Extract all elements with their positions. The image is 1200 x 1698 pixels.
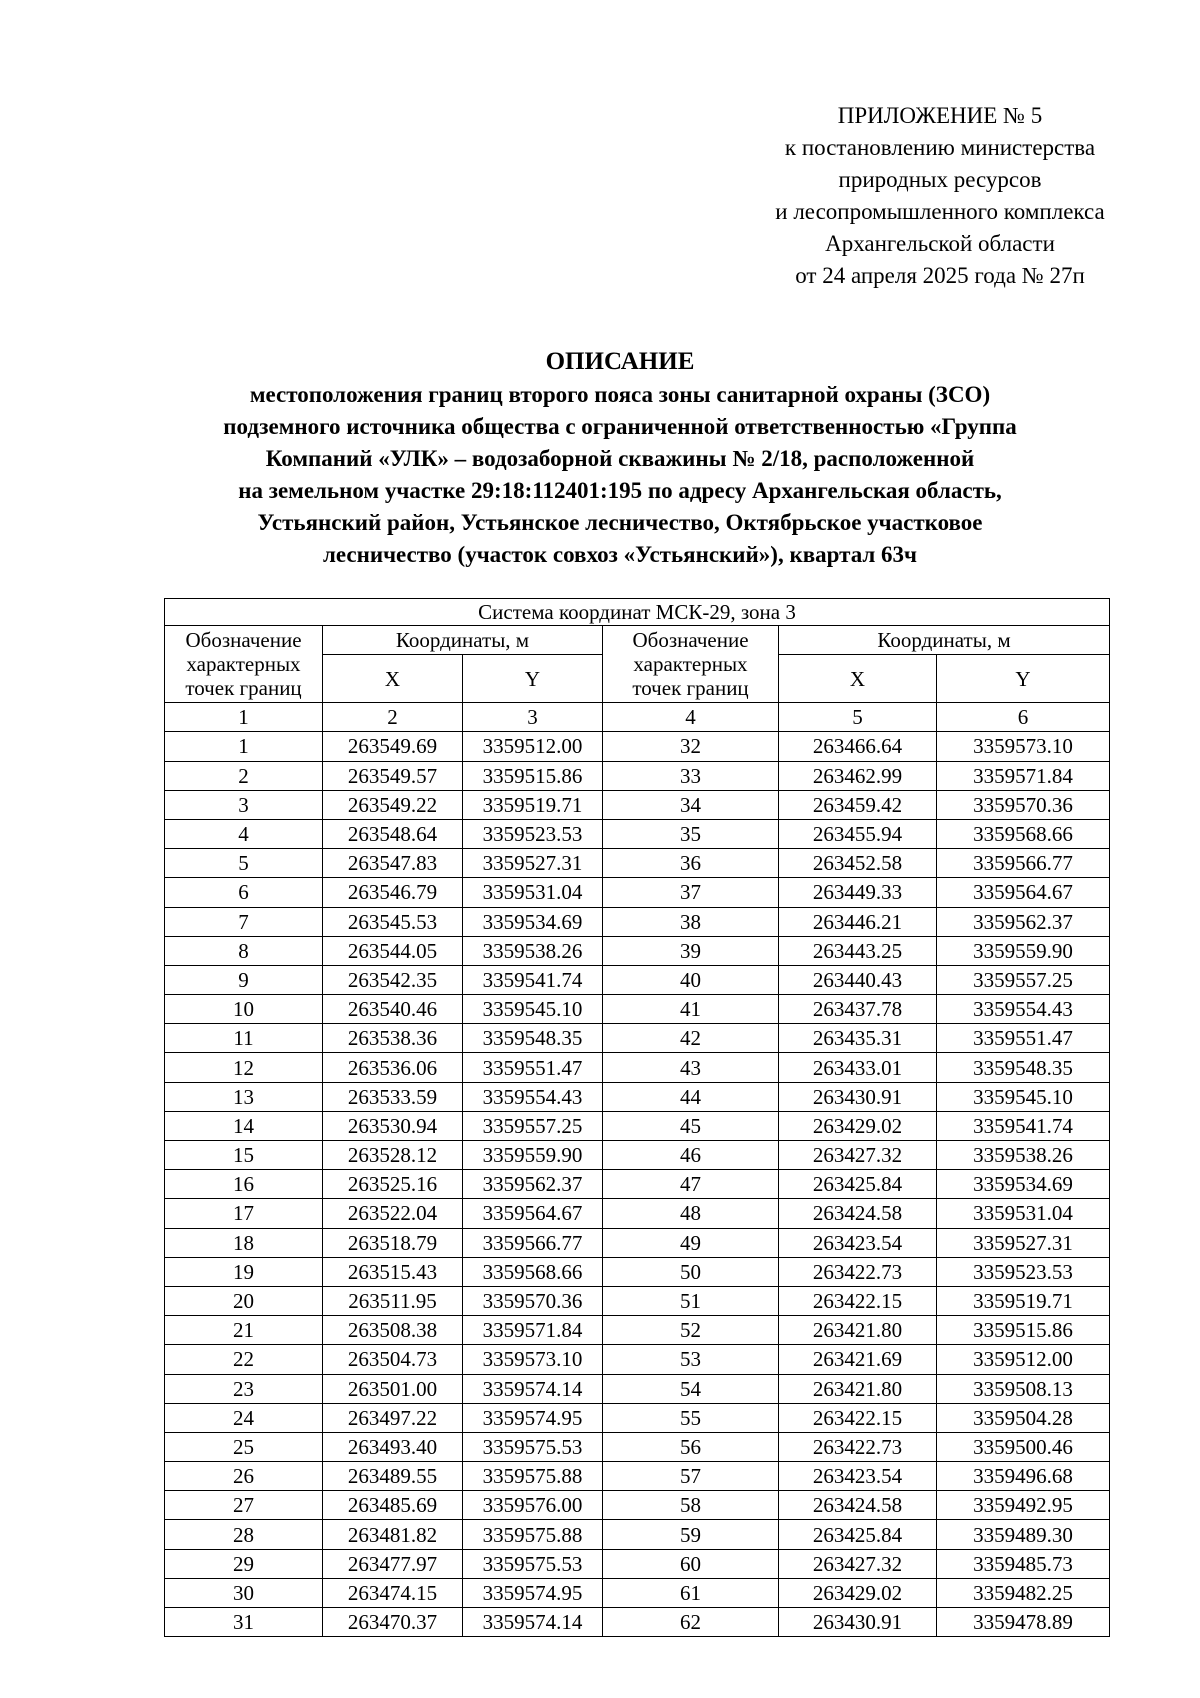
point-id-right: 45 — [603, 1111, 779, 1140]
x-value-left: 263485.69 — [323, 1491, 463, 1520]
y-value-left: 3359545.10 — [463, 995, 603, 1024]
table-row — [165, 1549, 1110, 1578]
point-id-left: 28 — [165, 1520, 323, 1549]
point-id-left: 19 — [165, 1257, 323, 1286]
y-value-left: 3359575.53 — [463, 1549, 603, 1578]
x-value-left: 263538.36 — [323, 1024, 463, 1053]
point-id-right: 46 — [603, 1141, 779, 1170]
y-value-left: 3359512.00 — [463, 732, 603, 761]
x-value-right: 263430.91 — [779, 1608, 937, 1637]
y-value-right: 3359496.68 — [937, 1462, 1110, 1491]
x-value-right: 263449.33 — [779, 878, 937, 907]
x-value-right: 263459.42 — [779, 790, 937, 819]
point-id-right: 59 — [603, 1520, 779, 1549]
table-row — [165, 1345, 1110, 1374]
y-value-left: 3359554.43 — [463, 1082, 603, 1111]
y-value-right: 3359564.67 — [937, 878, 1110, 907]
point-id-left: 23 — [165, 1374, 323, 1403]
table-row — [165, 1199, 1110, 1228]
y-value-left: 3359557.25 — [463, 1111, 603, 1140]
coordinates-header-right: Координаты, м — [779, 626, 1110, 655]
point-id-right: 55 — [603, 1403, 779, 1432]
point-id-left: 29 — [165, 1549, 323, 1578]
x-value-left: 263522.04 — [323, 1199, 463, 1228]
y-value-left: 3359534.69 — [463, 907, 603, 936]
x-value-left: 263518.79 — [323, 1228, 463, 1257]
x-header-right: X — [779, 655, 937, 703]
point-id-right: 34 — [603, 790, 779, 819]
table-row — [165, 1403, 1110, 1432]
y-value-left: 3359566.77 — [463, 1228, 603, 1257]
title-line: лесничество (участок совхоз «Устьянский»), квартал 63ч — [322, 542, 918, 567]
x-value-right: 263462.99 — [779, 761, 937, 790]
y-value-left: 3359576.00 — [463, 1491, 603, 1520]
point-id-right: 43 — [603, 1053, 779, 1082]
y-value-left: 3359575.53 — [463, 1432, 603, 1461]
x-value-left: 263540.46 — [323, 995, 463, 1024]
point-id-left: 12 — [165, 1053, 323, 1082]
table-row — [165, 1111, 1110, 1140]
table-row — [165, 1053, 1110, 1082]
y-value-left: 3359562.37 — [463, 1170, 603, 1199]
x-value-right: 263422.73 — [779, 1257, 937, 1286]
point-id-left: 9 — [165, 965, 323, 994]
x-value-right: 263423.54 — [779, 1462, 937, 1491]
y-value-left: 3359531.04 — [463, 878, 603, 907]
title-line: подземного источника общества с ограниченной ответственностью «Группа — [223, 414, 1017, 439]
y-value-right: 3359545.10 — [937, 1082, 1110, 1111]
y-value-left: 3359570.36 — [463, 1286, 603, 1315]
y-value-left: 3359548.35 — [463, 1024, 603, 1053]
y-value-right: 3359534.69 — [937, 1170, 1110, 1199]
column-number: 3 — [463, 703, 603, 732]
point-id-left: 17 — [165, 1199, 323, 1228]
y-value-right: 3359527.31 — [937, 1228, 1110, 1257]
table-row — [165, 849, 1110, 878]
point-id-left: 13 — [165, 1082, 323, 1111]
point-id-right: 41 — [603, 995, 779, 1024]
designation-header-left: Обозначение характерных точек границ — [165, 626, 323, 703]
point-id-left: 8 — [165, 936, 323, 965]
x-value-left: 263470.37 — [323, 1608, 463, 1637]
x-value-right: 263421.80 — [779, 1374, 937, 1403]
y-value-right: 3359559.90 — [937, 936, 1110, 965]
y-value-left: 3359551.47 — [463, 1053, 603, 1082]
table-row — [165, 1286, 1110, 1315]
point-id-right: 39 — [603, 936, 779, 965]
y-value-right: 3359512.00 — [937, 1345, 1110, 1374]
point-id-left: 5 — [165, 849, 323, 878]
y-value-left: 3359523.53 — [463, 819, 603, 848]
point-id-right: 56 — [603, 1432, 779, 1461]
y-header-left: Y — [463, 655, 603, 703]
y-value-right: 3359557.25 — [937, 965, 1110, 994]
point-id-left: 18 — [165, 1228, 323, 1257]
table-row — [165, 819, 1110, 848]
point-id-left: 11 — [165, 1024, 323, 1053]
x-value-left: 263528.12 — [323, 1141, 463, 1170]
point-id-left: 15 — [165, 1141, 323, 1170]
x-value-left: 263530.94 — [323, 1111, 463, 1140]
x-value-right: 263446.21 — [779, 907, 937, 936]
appendix-header — [720, 100, 1160, 292]
x-value-right: 263425.84 — [779, 1170, 937, 1199]
y-value-right: 3359492.95 — [937, 1491, 1110, 1520]
column-number: 4 — [603, 703, 779, 732]
x-value-right: 263425.84 — [779, 1520, 937, 1549]
y-value-right: 3359500.46 — [937, 1432, 1110, 1461]
point-id-left: 7 — [165, 907, 323, 936]
y-value-right: 3359489.30 — [937, 1520, 1110, 1549]
table-row — [165, 965, 1110, 994]
x-value-right: 263455.94 — [779, 819, 937, 848]
point-id-right: 57 — [603, 1462, 779, 1491]
point-id-right: 38 — [603, 907, 779, 936]
x-value-right: 263430.91 — [779, 1082, 937, 1111]
point-id-left: 10 — [165, 995, 323, 1024]
x-value-right: 263427.32 — [779, 1141, 937, 1170]
column-number: 2 — [323, 703, 463, 732]
x-value-right: 263433.01 — [779, 1053, 937, 1082]
y-value-left: 3359568.66 — [463, 1257, 603, 1286]
y-value-left: 3359575.88 — [463, 1520, 603, 1549]
point-id-left: 26 — [165, 1462, 323, 1491]
column-number: 6 — [937, 703, 1110, 732]
x-value-left: 263549.22 — [323, 790, 463, 819]
table-row — [165, 1170, 1110, 1199]
point-id-left: 3 — [165, 790, 323, 819]
x-value-right: 263429.02 — [779, 1111, 937, 1140]
x-value-left: 263501.00 — [323, 1374, 463, 1403]
x-value-right: 263437.78 — [779, 995, 937, 1024]
y-value-left: 3359573.10 — [463, 1345, 603, 1374]
table-row — [165, 1578, 1110, 1607]
table-row — [165, 1141, 1110, 1170]
y-value-right: 3359519.71 — [937, 1286, 1110, 1315]
x-value-right: 263452.58 — [779, 849, 937, 878]
point-id-right: 58 — [603, 1491, 779, 1520]
y-value-left: 3359541.74 — [463, 965, 603, 994]
x-value-right: 263443.25 — [779, 936, 937, 965]
y-value-right: 3359571.84 — [937, 761, 1110, 790]
appendix-line: и лесопромышленного комплекса — [775, 199, 1105, 224]
table-row — [165, 1228, 1110, 1257]
y-value-left: 3359571.84 — [463, 1316, 603, 1345]
point-id-left: 4 — [165, 819, 323, 848]
x-value-left: 263497.22 — [323, 1403, 463, 1432]
table-row — [165, 878, 1110, 907]
x-value-left: 263515.43 — [323, 1257, 463, 1286]
point-id-right: 50 — [603, 1257, 779, 1286]
point-id-left: 2 — [165, 761, 323, 790]
designation-header-right: Обозначение характерных точек границ — [603, 626, 779, 703]
point-id-right: 40 — [603, 965, 779, 994]
x-value-right: 263424.58 — [779, 1491, 937, 1520]
y-value-right: 3359523.53 — [937, 1257, 1110, 1286]
table-row — [165, 790, 1110, 819]
coordinates-header-left: Координаты, м — [323, 626, 603, 655]
y-value-left: 3359574.95 — [463, 1403, 603, 1432]
table-row — [165, 1462, 1110, 1491]
table-row — [165, 1608, 1110, 1637]
x-value-left: 263489.55 — [323, 1462, 463, 1491]
x-value-left: 263511.95 — [323, 1286, 463, 1315]
point-id-left: 24 — [165, 1403, 323, 1432]
y-value-right: 3359504.28 — [937, 1403, 1110, 1432]
coordinates-table — [164, 598, 1110, 1637]
y-value-right: 3359551.47 — [937, 1024, 1110, 1053]
x-value-left: 263481.82 — [323, 1520, 463, 1549]
coordinates-body — [165, 732, 1110, 1637]
y-header-right: Y — [937, 655, 1110, 703]
x-header-left: X — [323, 655, 463, 703]
y-value-left: 3359574.95 — [463, 1578, 603, 1607]
appendix-line: природных ресурсов — [838, 167, 1042, 192]
x-value-left: 263525.16 — [323, 1170, 463, 1199]
point-id-left: 30 — [165, 1578, 323, 1607]
point-id-right: 62 — [603, 1608, 779, 1637]
point-id-right: 44 — [603, 1082, 779, 1111]
x-value-right: 263466.64 — [779, 732, 937, 761]
x-value-left: 263542.35 — [323, 965, 463, 994]
x-value-left: 263533.59 — [323, 1082, 463, 1111]
point-id-left: 27 — [165, 1491, 323, 1520]
x-value-right: 263421.80 — [779, 1316, 937, 1345]
y-value-right: 3359515.86 — [937, 1316, 1110, 1345]
x-value-right: 263423.54 — [779, 1228, 937, 1257]
point-id-right: 49 — [603, 1228, 779, 1257]
x-value-right: 263421.69 — [779, 1345, 937, 1374]
point-id-right: 33 — [603, 761, 779, 790]
point-id-left: 1 — [165, 732, 323, 761]
appendix-line: от 24 апреля 2025 года № 27п — [795, 263, 1085, 288]
title-line: местоположения границ второго пояса зоны санитарной охраны (ЗСО) — [249, 382, 991, 407]
y-value-left: 3359519.71 — [463, 790, 603, 819]
y-value-left: 3359515.86 — [463, 761, 603, 790]
point-id-left: 31 — [165, 1608, 323, 1637]
table-row — [165, 936, 1110, 965]
appendix-line: Архангельской области — [825, 231, 1055, 256]
table-row — [165, 1374, 1110, 1403]
table-row — [165, 732, 1110, 761]
table-row — [165, 1432, 1110, 1461]
y-value-right: 3359485.73 — [937, 1549, 1110, 1578]
point-id-right: 60 — [603, 1549, 779, 1578]
y-value-left: 3359564.67 — [463, 1199, 603, 1228]
column-number: 1 — [165, 703, 323, 732]
point-id-left: 22 — [165, 1345, 323, 1374]
y-value-right: 3359566.77 — [937, 849, 1110, 878]
x-value-right: 263422.73 — [779, 1432, 937, 1461]
point-id-right: 36 — [603, 849, 779, 878]
x-value-right: 263424.58 — [779, 1199, 937, 1228]
point-id-right: 54 — [603, 1374, 779, 1403]
x-value-right: 263427.32 — [779, 1549, 937, 1578]
title-heading: ОПИСАНИЕ — [545, 348, 695, 375]
x-value-left: 263474.15 — [323, 1578, 463, 1607]
point-id-right: 37 — [603, 878, 779, 907]
appendix-line: ПРИЛОЖЕНИЕ № 5 — [837, 103, 1043, 128]
x-value-left: 263536.06 — [323, 1053, 463, 1082]
point-id-right: 48 — [603, 1199, 779, 1228]
title-line: на земельном участке 29:18:112401:195 по адресу Архангельская область, — [238, 478, 1002, 503]
table-row — [165, 1520, 1110, 1549]
y-value-left: 3359538.26 — [463, 936, 603, 965]
table-row — [165, 1024, 1110, 1053]
point-id-left: 20 — [165, 1286, 323, 1315]
y-value-right: 3359508.13 — [937, 1374, 1110, 1403]
x-value-right: 263429.02 — [779, 1578, 937, 1607]
table-row — [165, 1491, 1110, 1520]
point-id-right: 32 — [603, 732, 779, 761]
y-value-right: 3359482.25 — [937, 1578, 1110, 1607]
y-value-right: 3359541.74 — [937, 1111, 1110, 1140]
point-id-right: 47 — [603, 1170, 779, 1199]
point-id-right: 35 — [603, 819, 779, 848]
table-row — [165, 1257, 1110, 1286]
y-value-right: 3359562.37 — [937, 907, 1110, 936]
coordinate-system-header: Система координат МСК-29, зона 3 — [165, 599, 1110, 626]
point-id-right: 51 — [603, 1286, 779, 1315]
x-value-left: 263547.83 — [323, 849, 463, 878]
point-id-left: 25 — [165, 1432, 323, 1461]
point-id-left: 21 — [165, 1316, 323, 1345]
x-value-left: 263493.40 — [323, 1432, 463, 1461]
point-id-left: 6 — [165, 878, 323, 907]
y-value-left: 3359527.31 — [463, 849, 603, 878]
y-value-left: 3359574.14 — [463, 1374, 603, 1403]
x-value-right: 263440.43 — [779, 965, 937, 994]
x-value-left: 263508.38 — [323, 1316, 463, 1345]
y-value-right: 3359570.36 — [937, 790, 1110, 819]
table-row — [165, 1316, 1110, 1345]
x-value-left: 263504.73 — [323, 1345, 463, 1374]
y-value-right: 3359531.04 — [937, 1199, 1110, 1228]
x-value-left: 263545.53 — [323, 907, 463, 936]
y-value-right: 3359538.26 — [937, 1141, 1110, 1170]
y-value-right: 3359548.35 — [937, 1053, 1110, 1082]
point-id-left: 16 — [165, 1170, 323, 1199]
x-value-left: 263544.05 — [323, 936, 463, 965]
point-id-right: 42 — [603, 1024, 779, 1053]
x-value-left: 263477.97 — [323, 1549, 463, 1578]
y-value-right: 3359573.10 — [937, 732, 1110, 761]
y-value-right: 3359554.43 — [937, 995, 1110, 1024]
x-value-left: 263546.79 — [323, 878, 463, 907]
y-value-left: 3359559.90 — [463, 1141, 603, 1170]
appendix-line: к постановлению министерства — [784, 135, 1096, 160]
table-row — [165, 995, 1110, 1024]
y-value-left: 3359574.14 — [463, 1608, 603, 1637]
column-number: 5 — [779, 703, 937, 732]
x-value-right: 263422.15 — [779, 1286, 937, 1315]
table-row — [165, 1082, 1110, 1111]
point-id-right: 61 — [603, 1578, 779, 1607]
y-value-right: 3359478.89 — [937, 1608, 1110, 1637]
title-line: Устьянский район, Устьянское лесничество, Октябрьское участковое — [257, 510, 983, 535]
table-row — [165, 907, 1110, 936]
y-value-left: 3359575.88 — [463, 1462, 603, 1491]
point-id-right: 53 — [603, 1345, 779, 1374]
x-value-left: 263549.69 — [323, 732, 463, 761]
x-value-right: 263435.31 — [779, 1024, 937, 1053]
x-value-right: 263422.15 — [779, 1403, 937, 1432]
x-value-left: 263549.57 — [323, 761, 463, 790]
y-value-right: 3359568.66 — [937, 819, 1110, 848]
point-id-right: 52 — [603, 1316, 779, 1345]
document-title — [80, 345, 1160, 571]
x-value-left: 263548.64 — [323, 819, 463, 848]
title-line: Компаний «УЛК» – водозаборной скважины № 2/18, расположенной — [265, 446, 975, 471]
table-row — [165, 761, 1110, 790]
point-id-left: 14 — [165, 1111, 323, 1140]
